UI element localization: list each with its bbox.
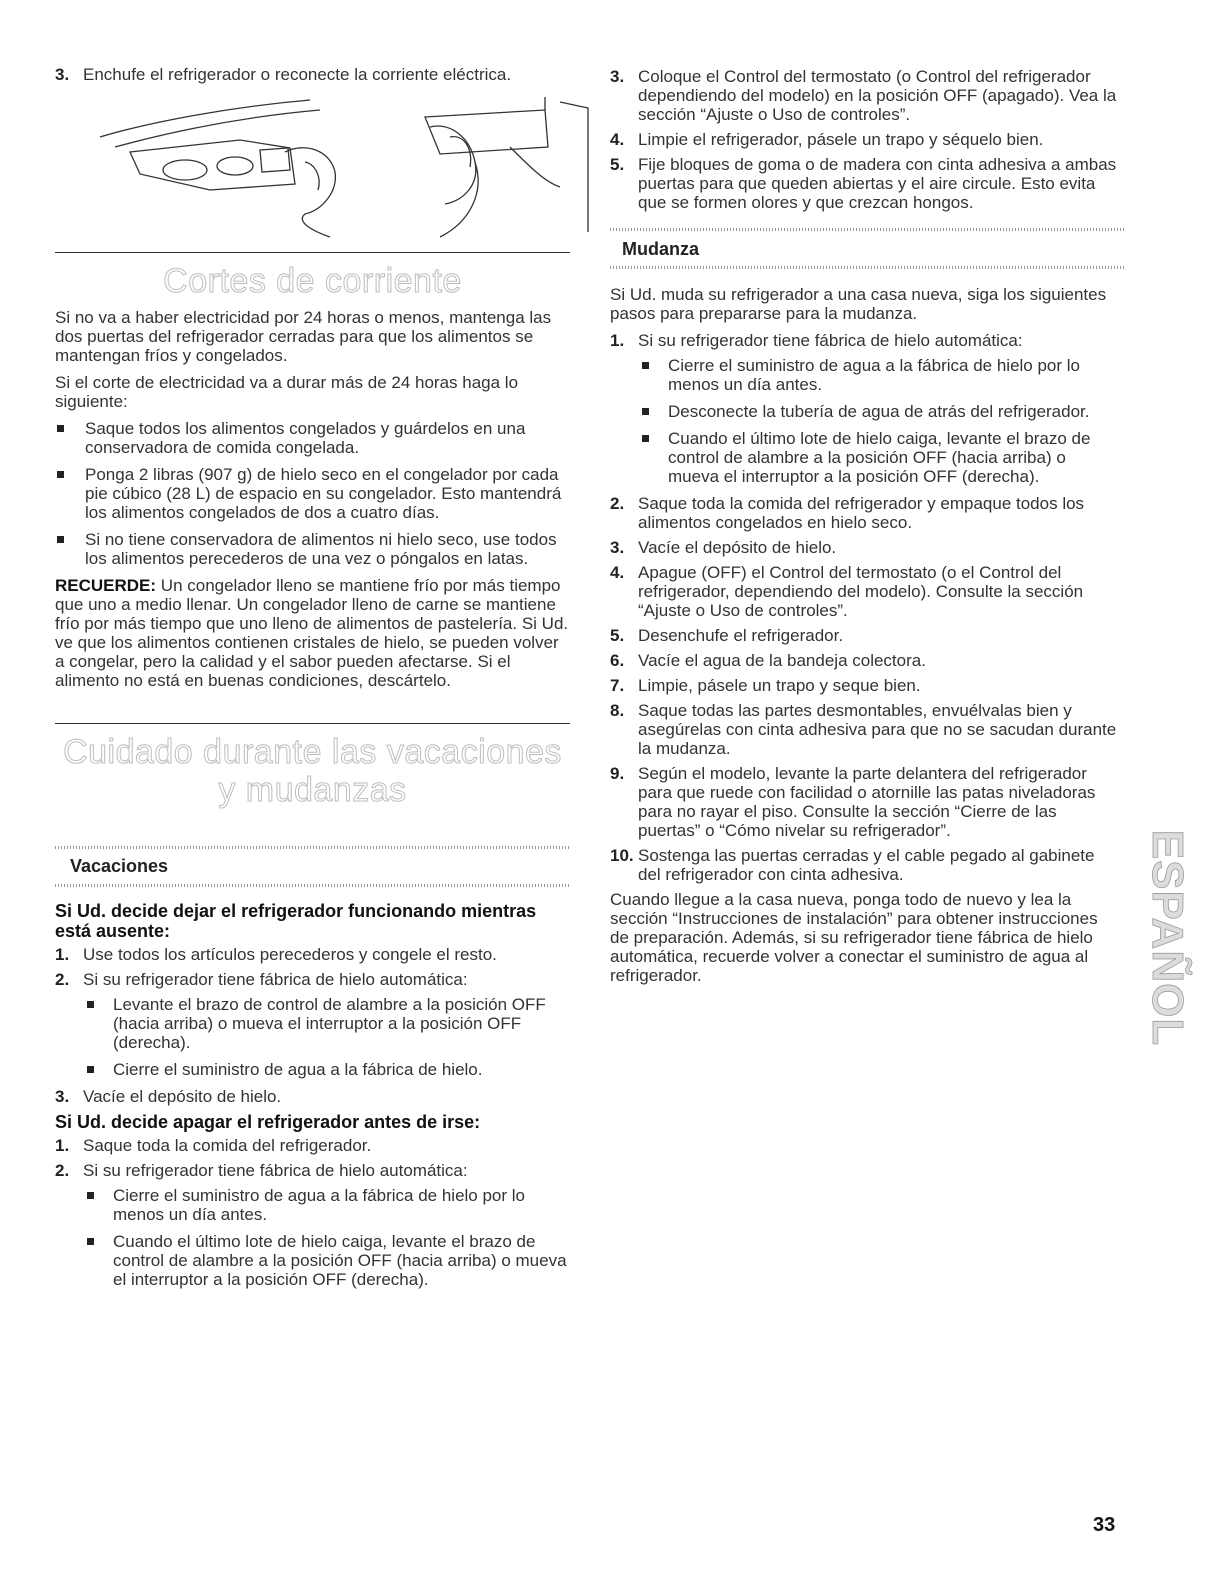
mudanza-step: 1. Si su refrigerador tiene fábrica de hielo automática: [610, 331, 1023, 350]
mudanza-step: 4. Apague (OFF) el Control del termostato (o el Control del refrigerador, dependiendo del modelo). Consulte la sección “Ajuste o Uso de controles”. [610, 563, 1084, 620]
mudanza-intro: Si Ud. muda su refrigerador a una casa nueva, siga los siguientes pasos para prepararse para la mudanza. [610, 285, 1107, 323]
dotted-rule [55, 846, 570, 849]
funcionando-step: 2. Si su refrigerador tiene fábrica de hielo automática: [55, 970, 468, 989]
mudanza-body [610, 285, 1120, 993]
cortes-paragraph-2: Si el corte de electricidad va a durar más de 24 horas haga lo siguiente: [55, 373, 519, 411]
cortes-body [55, 308, 570, 698]
mudanza-step: 5. Desenchufe el refrigerador. [610, 626, 844, 645]
cortes-bullet: Si no tiene conservadora de alimentos ni hielo seco, use todos los alimentos perecederos de una vez o póngalos en latas. [55, 530, 570, 568]
mudanza-step: 7. Limpie, pásele un trapo y seque bien. [610, 676, 921, 695]
recuerde-label: RECUERDE: [55, 576, 157, 595]
espanol-side-tab [1128, 818, 1192, 1058]
funcionando-heading: Si Ud. decide dejar el refrigerador funcionando mientras está ausente: [55, 901, 537, 941]
apagar-bullet: Cuando el último lote de hielo caiga, levante el brazo de control de alambre a la posición OFF (hacia arriba) o mueva el interruptor a la posición OFF (derecha). [55, 1232, 570, 1289]
funcionando-bullet: Levante el brazo de control de alambre a la posición OFF (hacia arriba) o mueva el interruptor a la posición OFF (derecha). [55, 995, 570, 1052]
vacaciones-step: 4. Limpie el refrigerador, pásele un trapo y séquelo bien. [610, 130, 1044, 149]
step-text: Enchufe el refrigerador o reconecte la corriente eléctrica. [83, 65, 512, 84]
mudanza-step: 10. Sostenga las puertas cerradas y el cable pegado al gabinete del refrigerador con cinta adhesiva. [610, 846, 1095, 884]
vacaciones-step: 3. Coloque el Control del termostato (o Control del refrigerador dependiendo del modelo) en la posición OFF (apagado). Vea la sección “Ajuste o Uso de controles”. [610, 67, 1117, 124]
page-number: 33 [1093, 1514, 1116, 1536]
funcionando-step: 1. Use todos los artículos perecederos y congele el resto. [55, 945, 497, 964]
mudanza-bullet: Cierre el suministro de agua a la fábrica de hielo por lo menos un día antes. [610, 356, 1120, 394]
bullet-square-icon [57, 536, 64, 543]
mudanza-step: 9. Según el modelo, levante la parte delantera del refrigerador para que ruede con facilidad o atornille las patas niveladoras para no rayar el piso. Consulte la sección “Cierre de las puertas” o “Cómo nivelar su refrigerador”. [610, 764, 1096, 840]
apagar-heading: Si Ud. decide apagar el refrigerador antes de irse: [55, 1112, 481, 1132]
bullet-square-icon [87, 1238, 94, 1245]
cortes-paragraph-1: Si no va a haber electricidad por 24 horas o menos, mantenga las dos puertas del refrigerador cerradas para que los alimentos se mantengan fríos y congelados. [55, 308, 552, 365]
apagar-step: 2. Si su refrigerador tiene fábrica de hielo automática: [55, 1161, 468, 1180]
recuerde-text: Un congelador lleno se mantiene frío por más tiempo que uno a medio llenar. Un congelador lleno de carne se mantiene frío por más tiempo que uno lleno de alimentos de pastelería. Si Ud. ve que los alimentos contienen cristales de hielo, se pueden volver a congelar, pero la calidad y el sabor pueden afectarse. Si el alimento no está en buenas condiciones, descártelo. [55, 576, 569, 690]
icemaker-illustration [90, 92, 570, 242]
section-divider [55, 252, 570, 253]
espanol-label: ESPAÑOL [1143, 829, 1192, 1047]
subhead-vacaciones: Vacaciones [70, 856, 169, 876]
step-number: 3. [55, 65, 70, 84]
funcionando-step: 3. Vacíe el depósito de hielo. [55, 1087, 282, 1106]
cortes-bullet: Saque todos los alimentos congelados y guárdelos en una conservadora de comida congelada. [55, 419, 570, 457]
section-divider [55, 723, 570, 724]
mudanza-bullet: Cuando el último lote de hielo caiga, levante el brazo de control de alambre a la posición OFF (hacia arriba) o mueva el interruptor a la posición OFF (derecha). [610, 429, 1120, 486]
mudanza-step: 2. Saque toda la comida del refrigerador y empaque todos los alimentos congelados en hielo seco. [610, 494, 1085, 532]
vacaciones-body [55, 901, 570, 1297]
dotted-rule [610, 266, 1125, 269]
bullet-square-icon [642, 362, 649, 369]
subhead-mudanza: Mudanza [622, 239, 700, 259]
mudanza-step: 6. Vacíe el agua de la bandeja colectora. [610, 651, 926, 670]
bullet-square-icon [57, 425, 64, 432]
dotted-rule [610, 228, 1125, 231]
bullet-square-icon [642, 435, 649, 442]
cortes-bullet: Ponga 2 libras (907 g) de hielo seco en el congelador por cada pie cúbico (28 L) de espacio en su congelador. Esto mantendrá los alimentos congelados de dos a cuatro días. [55, 465, 570, 522]
step-3-plug-in [55, 65, 603, 84]
mudanza-step: 3. Vacíe el depósito de hielo. [610, 538, 837, 557]
bullet-square-icon [642, 408, 649, 415]
mudanza-bullet: Desconecte la tubería de agua de atrás del refrigerador. [610, 402, 1120, 421]
apagar-step: 1. Saque toda la comida del refrigerador. [55, 1136, 372, 1155]
recuerde-paragraph [55, 576, 570, 690]
section-title-cortes: Cortes de corriente [163, 262, 462, 300]
bullet-square-icon [87, 1192, 94, 1199]
bullet-square-icon [57, 471, 64, 478]
vacaciones-step: 5. Fije bloques de goma o de madera con cinta adhesiva a ambas puertas para que queden abiertas y el aire circule. Esto evita que se formen olores y que crezcan hongos. [610, 155, 1117, 212]
mudanza-closing: Cuando llegue a la casa nueva, ponga todo de nuevo y lea la sección “Instrucciones de instalación” para obtener instrucciones de preparación. Además, si su refrigerador tiene fábrica de hielo automática, recuerde volver a conectar el suministro de agua al refrigerador. [610, 890, 1098, 985]
vacaciones-continued [610, 67, 1120, 218]
funcionando-bullet: Cierre el suministro de agua a la fábrica de hielo. [55, 1060, 570, 1079]
dotted-rule [55, 884, 570, 887]
bullet-square-icon [87, 1066, 94, 1073]
bullet-square-icon [87, 1001, 94, 1008]
section-title-cuidado: Cuidado durante las vacaciones y mudanzas [63, 733, 562, 809]
mudanza-step: 8. Saque todas las partes desmontables, envuélvalas bien y asegúrelas con cinta adhesiva para que no se sacudan durante la mudanza. [610, 701, 1117, 758]
apagar-bullet: Cierre el suministro de agua a la fábrica de hielo por lo menos un día antes. [55, 1186, 570, 1224]
